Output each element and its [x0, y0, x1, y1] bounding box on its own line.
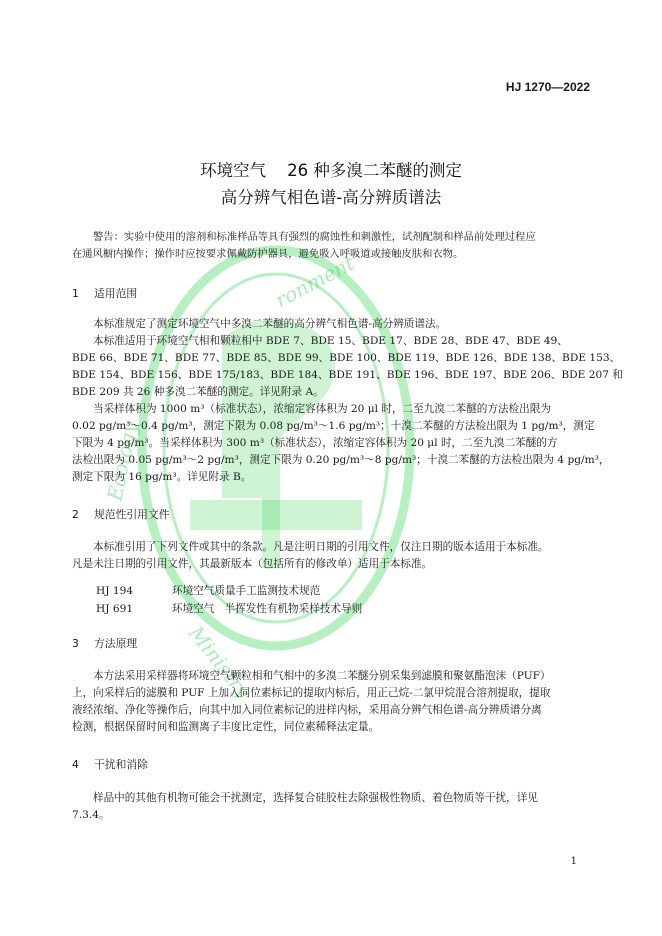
watermark-text-top: ronment [271, 250, 359, 313]
warning-paragraph [72, 229, 590, 263]
section-title: 适用范围 [94, 287, 138, 300]
section-heading-3 [72, 636, 137, 651]
normative-reference [96, 583, 320, 598]
warning-line: 在通风橱内操作；操作时应按要求佩戴防护器具，避免吸入呼吸道或接触皮肤和衣物。 [72, 248, 464, 260]
watermark-text-left: Ecology [102, 419, 143, 503]
text-line: 本标准引用了下列文件或其中的条款。凡是注明日期的引用文件，仅注日期的版本适用于本标准。 [93, 541, 549, 553]
section-number: 4 [72, 758, 79, 771]
section-title: 干扰和消除 [94, 758, 148, 771]
text-line: 7.3.4。 [72, 809, 110, 821]
watermark-bar [190, 500, 362, 530]
text-line: 上，向采样后的滤膜和 PUF 上加入同位素标记的提取内标后，用正己烷-二氯甲烷混合溶剂提取，提取 [72, 687, 551, 699]
reference-title: 环境空气质量手工监测技术规范 [172, 585, 321, 597]
warning-line: 警告：实验中使用的溶剂和标准样品等具有强烈的腐蚀性和刺激性，试剂配制和样品前处理过程应 [93, 231, 536, 243]
text-line: 本标准适用于环境空气相和颗粒相中 BDE 7、BDE 15、BDE 17、BDE 28、BDE 47、BDE 49、 [93, 335, 568, 347]
section4-paragraph-1 [72, 790, 590, 824]
section-heading-2 [72, 507, 170, 522]
text-line: 法检出限为 0.05 pg/m³～2 pg/m³，测定下限为 0.20 pg/m³～8 pg/m³；十溴二苯醚的方法检出限为 4 pg/m³， [72, 454, 610, 466]
section-number: 1 [72, 287, 79, 300]
section1-paragraph-1 [72, 316, 590, 333]
text-line: BDE 209 共 26 种多溴二苯醚的测定。详见附录 A。 [72, 386, 324, 398]
page-number: 1 [570, 856, 577, 867]
section2-paragraph-1 [72, 539, 590, 573]
text-line: 下限为 4 pg/m³。当采样体积为 300 m³（标准状态），浓缩定容体积为 20 μl 时，二至九溴二苯醚的方 [72, 437, 558, 449]
text-line: 凡是未注日期的引用文件，其最新版本（包括所有的修改单）适用于本标准。 [72, 558, 433, 570]
text-line: 0.02 pg/m³～0.4 pg/m³，测定下限为 0.08 pg/m³～1.6 pg/m³；十溴二苯醚的方法检出限为 1 pg/m³，测定 [72, 420, 595, 432]
section-number: 3 [72, 637, 79, 650]
text-line: 液经浓缩、净化等操作后，向其中加入同位素标记的进样内标，采用高分辨气相色谱-高分辨质谱分离 [72, 704, 542, 716]
section1-paragraph-2 [72, 333, 623, 401]
text-line: 本标准规定了测定环境空气中多溴二苯醚的高分辨气相色谱-高分辨质谱法。 [93, 318, 447, 330]
reference-code: HJ 194 [96, 585, 134, 597]
section1-paragraph-3 [72, 401, 610, 486]
text-line: 测定下限为 16 pg/m³。详见附录 B。 [72, 471, 252, 483]
text-line: BDE 154、BDE 156、BDE 175/183、BDE 184、BDE 191、BDE 196、BDE 197、BDE 206、BDE 207 和 [72, 369, 623, 381]
text-line: 样品中的其他有机物可能会干扰测定，选择复合硅胶柱去除强极性物质、着色物质等干扰，详见 [93, 792, 538, 804]
section-title: 方法原理 [94, 637, 138, 650]
text-line: BDE 66、BDE 71、BDE 77、BDE 85、BDE 99、BDE 100、BDE 119、BDE 126、BDE 138、BDE 153、 [72, 352, 621, 364]
standard-number: HJ 1270—2022 [505, 80, 590, 94]
text-line: 本方法采用采样器将环境空气颗粒相和气相中的多溴二苯醚分别采集到滤膜和聚氨酯泡沫（PUF） [93, 670, 551, 682]
section-number: 2 [72, 508, 79, 521]
document-title-line2: 高分辨气相色谱-高分辨质谱法 [220, 188, 442, 207]
watermark-text-bottom: Ministry [184, 621, 256, 704]
section-heading-1 [72, 286, 137, 301]
section3-paragraph-1 [72, 668, 590, 736]
text-line: 检测，根据保留时间和监测离子丰度比定性，同位素稀释法定量。 [72, 721, 380, 733]
section-heading-4 [72, 757, 148, 772]
normative-reference [96, 601, 362, 616]
text-line: 当采样体积为 1000 m³（标准状态），浓缩定容体积为 20 μl 时，二至九溴二苯醚的方法检出限为 [93, 403, 551, 415]
reference-title: 环境空气 半挥发性有机物采样技术导则 [172, 603, 363, 615]
reference-code: HJ 691 [96, 603, 134, 615]
document-title-line1: 环境空气 26 种多溴二苯醚的测定 [200, 161, 462, 180]
section-title: 规范性引用文件 [94, 508, 170, 521]
